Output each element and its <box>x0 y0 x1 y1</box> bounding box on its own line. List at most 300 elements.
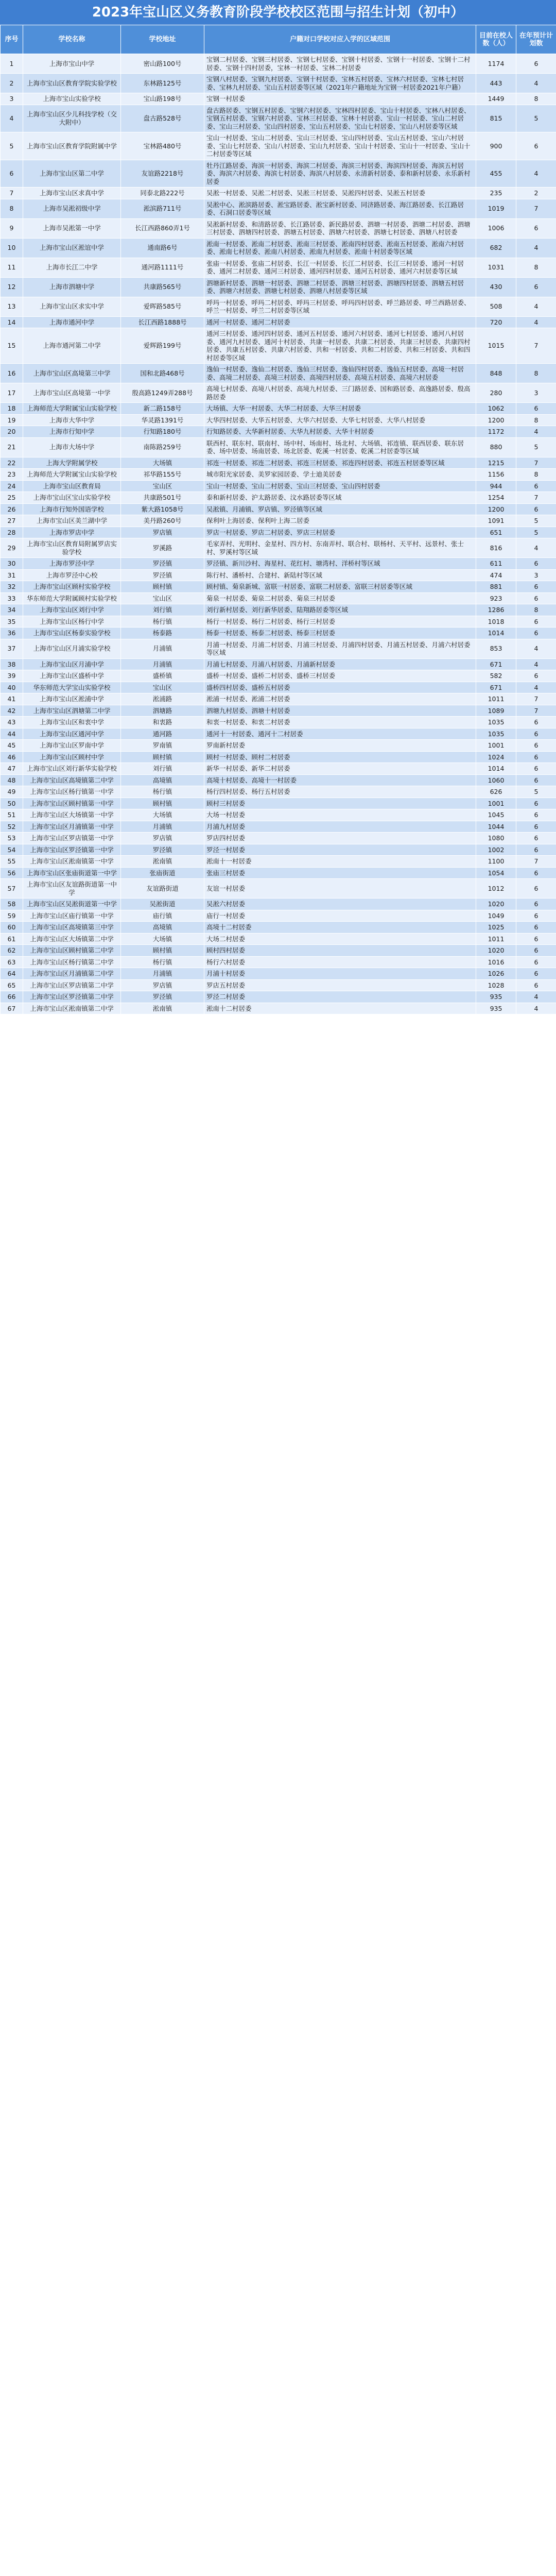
enrollment-scope: 呼玛一村居委、呼玛二村居委、呼玛三村居委、呼玛四村居委、呼兰路居委、呼兰西路居委、呼兰一村居委、呼兰二村居委等区域 <box>204 297 476 316</box>
school-address: 宝山区 <box>121 592 204 604</box>
school-name: 上海市宝山区教育局附属罗店实验学校 <box>23 538 121 558</box>
row-seq: 66 <box>1 991 23 1003</box>
table-row <box>1 844 556 856</box>
row-seq: 28 <box>1 527 23 538</box>
school-name: 华东师范大学宝山实验学校 <box>23 682 121 693</box>
table-row <box>1 717 556 728</box>
row-seq: 56 <box>1 867 23 879</box>
school-address: 高境镇 <box>121 922 204 934</box>
school-address: 月浦镇 <box>121 821 204 833</box>
table-row <box>1 670 556 682</box>
planned-classes: 4 <box>516 316 556 328</box>
school-table <box>0 25 556 1014</box>
school-name: 上海市宝山区淞浦中学 <box>23 693 121 705</box>
school-address: 淞浦路 <box>121 693 204 705</box>
table-row <box>1 728 556 740</box>
current-students: 1011 <box>476 693 516 705</box>
school-address: 罗店镇 <box>121 527 204 538</box>
school-name: 上海市宝山区月浦中学 <box>23 658 121 670</box>
table-row <box>1 527 556 538</box>
table-row <box>1 682 556 693</box>
school-address: 通河路1111号 <box>121 258 204 277</box>
current-students: 1156 <box>476 469 516 481</box>
table-row <box>1 105 556 132</box>
row-seq: 51 <box>1 809 23 821</box>
school-address: 罗泾镇 <box>121 558 204 570</box>
school-name: 上海市宝山区大场镇第二中学 <box>23 933 121 945</box>
current-students: 508 <box>476 297 516 316</box>
row-seq: 44 <box>1 728 23 740</box>
current-students: 1100 <box>476 856 516 868</box>
row-seq: 9 <box>1 218 23 238</box>
planned-classes: 6 <box>516 774 556 786</box>
school-name: 上海市宝山区张庙街道第一中学 <box>23 867 121 879</box>
school-address: 国和北路468号 <box>121 364 204 383</box>
school-address: 华灵路1391号 <box>121 414 204 426</box>
current-students: 1016 <box>476 956 516 968</box>
table-row <box>1 821 556 833</box>
enrollment-scope: 盘古路居委、宝钢五村居委、宝钢六村居委、宝林四村居委、宝山十村居委、宝林八村居委、宝钢五村居委、宝钢六村居委、宝林三村居委、宝林十村居委、宝山一村居委、宝山二村居委、宝山三村居委、宝山四村居委、宝山五村居委、宝山七村居委、宝山八村居委等区域 <box>204 105 476 132</box>
table-row <box>1 616 556 628</box>
table-row <box>1 558 556 570</box>
planned-classes: 6 <box>516 277 556 297</box>
row-seq: 26 <box>1 503 23 515</box>
planned-classes: 4 <box>516 991 556 1003</box>
planned-classes: 5 <box>516 527 556 538</box>
row-seq: 13 <box>1 297 23 316</box>
enrollment-scope: 杨行一村居委、杨行二村居委、杨行三村居委 <box>204 616 476 628</box>
enrollment-scope: 宝山一村居委、宝山二村居委、宝山三村居委、宝山四村居委、宝山五村居委、宝山六村居委、宝山七村居委、宝山八村居委、宝山九村居委、宝山十村居委、宝山十一村居委、宝山十二村居委等区域 <box>204 132 476 160</box>
school-name: 上海市宝山区吴淞街道第一中学 <box>23 899 121 910</box>
planned-classes: 7 <box>516 705 556 717</box>
table-row <box>1 933 556 945</box>
table-row <box>1 383 556 403</box>
current-students: 900 <box>476 132 516 160</box>
row-seq: 47 <box>1 763 23 775</box>
current-students: 1020 <box>476 899 516 910</box>
enrollment-scope: 陈行村、潘桥村、合建村、新陆村等区域 <box>204 569 476 581</box>
table-row <box>1 515 556 527</box>
planned-classes: 7 <box>516 457 556 469</box>
current-students: 235 <box>476 188 516 199</box>
school-address: 庙行镇 <box>121 910 204 922</box>
enrollment-scope: 菊泉一村居委、菊泉二村居委、菊泉三村居委 <box>204 592 476 604</box>
table-row <box>1 910 556 922</box>
header-school-name: 学校名称 <box>23 25 121 54</box>
current-students: 1001 <box>476 740 516 752</box>
planned-classes: 6 <box>516 751 556 763</box>
current-students: 944 <box>476 480 516 492</box>
school-name: 上海市宝山区罗泾镇第一中学 <box>23 844 121 856</box>
school-name: 上海市罗泾中心校 <box>23 569 121 581</box>
enrollment-scope: 罗泾二村居委 <box>204 991 476 1003</box>
planned-classes: 6 <box>516 670 556 682</box>
planned-classes: 4 <box>516 297 556 316</box>
row-seq: 43 <box>1 717 23 728</box>
planned-classes: 6 <box>516 628 556 639</box>
table-row <box>1 54 556 74</box>
current-students: 1024 <box>476 751 516 763</box>
planned-classes: 4 <box>516 538 556 558</box>
school-name: 上海市宝山区高境第一中学 <box>23 383 121 403</box>
current-students: 455 <box>476 160 516 188</box>
school-address: 张庙街道 <box>121 867 204 879</box>
table-row <box>1 899 556 910</box>
current-students: 1054 <box>476 867 516 879</box>
table-row <box>1 538 556 558</box>
school-address: 泗塘路 <box>121 705 204 717</box>
enrollment-scope: 盛桥四村居委、盛桥五村居委 <box>204 682 476 693</box>
planned-classes: 6 <box>516 844 556 856</box>
table-row <box>1 414 556 426</box>
enrollment-scope: 牡丹江路居委、海滨一村居委、海滨二村居委、海滨三村居委、海滨四村居委、海滨五村居委、海滨六村居委、海滨七村居委、海滨八村居委、永清新村居委、泰和新村居委、永乐新村居委 <box>204 160 476 188</box>
planned-classes: 7 <box>516 693 556 705</box>
school-name: 华东师范大学附属顾村实验学校 <box>23 592 121 604</box>
enrollment-scope: 泰和新村居委、沪太路居委、汶水路居委等区域 <box>204 492 476 504</box>
school-address: 顾村镇 <box>121 945 204 957</box>
planned-classes: 6 <box>516 809 556 821</box>
school-name: 上海市宝山区大场镇第一中学 <box>23 809 121 821</box>
school-address: 爱辉路199号 <box>121 328 204 364</box>
row-seq: 60 <box>1 922 23 934</box>
school-name: 上海师范大学附属宝山实验学校 <box>23 403 121 415</box>
school-address: 宝山区 <box>121 682 204 693</box>
school-address: 和衷路 <box>121 717 204 728</box>
current-students: 280 <box>476 383 516 403</box>
current-students: 815 <box>476 105 516 132</box>
table-row <box>1 751 556 763</box>
school-name: 上海大学附属学校 <box>23 457 121 469</box>
enrollment-scope: 友谊一村居委 <box>204 879 476 899</box>
table-row <box>1 258 556 277</box>
planned-classes: 7 <box>516 856 556 868</box>
table-row <box>1 856 556 868</box>
current-students: 1089 <box>476 705 516 717</box>
school-name: 上海市通河中学 <box>23 316 121 328</box>
school-address: 顾村镇 <box>121 798 204 809</box>
school-name: 上海市大华中学 <box>23 414 121 426</box>
row-seq: 38 <box>1 658 23 670</box>
row-seq: 12 <box>1 277 23 297</box>
enrollment-scope: 顾村镇、菊泉新城、富联一村居委、富联二村居委、富联三村居委等区域 <box>204 581 476 593</box>
enrollment-scope: 行知路居委、大华新村居委、大华九村居委、大华十村居委 <box>204 426 476 438</box>
enrollment-scope: 城市阳光家居委、美罗家园居委、学士迪美居委 <box>204 469 476 481</box>
school-address: 罗店镇 <box>121 979 204 991</box>
school-name: 上海市吴淞第一中学 <box>23 218 121 238</box>
current-students: 935 <box>476 991 516 1003</box>
school-address: 淞滨路711号 <box>121 199 204 218</box>
row-seq: 41 <box>1 693 23 705</box>
planned-classes: 6 <box>516 956 556 968</box>
table-row <box>1 867 556 879</box>
table-row <box>1 199 556 218</box>
school-address: 刘行镇 <box>121 604 204 616</box>
school-address: 高境镇 <box>121 774 204 786</box>
school-address: 共康路501号 <box>121 492 204 504</box>
current-students: 626 <box>476 786 516 798</box>
table-row <box>1 763 556 775</box>
enrollment-scope: 庙行一村居委 <box>204 910 476 922</box>
row-seq: 10 <box>1 238 23 258</box>
school-name: 上海市通河第二中学 <box>23 328 121 364</box>
table-row <box>1 879 556 899</box>
current-students: 1002 <box>476 844 516 856</box>
page-title: 2023年宝山区义务教育阶段学校校区范围与招生计划（初中） <box>0 0 556 25</box>
row-seq: 62 <box>1 945 23 957</box>
header-row <box>1 25 556 54</box>
table-row <box>1 592 556 604</box>
row-seq: 18 <box>1 403 23 415</box>
enrollment-scope: 高境十村居委、高境十一村居委 <box>204 774 476 786</box>
school-name: 上海市宝山区刘行新华实验学校 <box>23 763 121 775</box>
row-seq: 21 <box>1 437 23 457</box>
enrollment-scope: 泗塘九村居委、泗塘十村居委 <box>204 705 476 717</box>
enrollment-scope: 高境七村居委、高境八村居委、高境九村居委、三门路居委、国和路居委、高逸路居委、殷高路居委 <box>204 383 476 403</box>
planned-classes: 4 <box>516 1003 556 1014</box>
school-name: 上海市宝山区和衷中学 <box>23 717 121 728</box>
row-seq: 50 <box>1 798 23 809</box>
current-students: 651 <box>476 527 516 538</box>
school-name: 上海市宝山区顾村实验学校 <box>23 581 121 593</box>
table-row <box>1 740 556 752</box>
current-students: 1174 <box>476 54 516 74</box>
enrollment-scope: 和衷一村居委、和衷二村居委 <box>204 717 476 728</box>
school-address: 月浦镇 <box>121 639 204 658</box>
current-students: 881 <box>476 581 516 593</box>
table-row <box>1 457 556 469</box>
row-seq: 40 <box>1 682 23 693</box>
current-students: 1080 <box>476 833 516 844</box>
planned-classes: 6 <box>516 867 556 879</box>
school-name: 上海市宝山区淞谊中学 <box>23 238 121 258</box>
table-row <box>1 238 556 258</box>
table-row <box>1 569 556 581</box>
planned-classes: 8 <box>516 414 556 426</box>
current-students: 1012 <box>476 879 516 899</box>
row-seq: 8 <box>1 199 23 218</box>
row-seq: 23 <box>1 469 23 481</box>
school-name: 上海市宝山区教育学院实验学校 <box>23 74 121 93</box>
school-name: 上海市罗店中学 <box>23 527 121 538</box>
row-seq: 5 <box>1 132 23 160</box>
row-seq: 64 <box>1 968 23 980</box>
enrollment-scope: 月浦七村居委、月浦八村居委、月浦新村居委 <box>204 658 476 670</box>
planned-classes: 6 <box>516 480 556 492</box>
current-students: 1035 <box>476 717 516 728</box>
current-students: 816 <box>476 538 516 558</box>
school-address: 殷高路1249弄288号 <box>121 383 204 403</box>
school-name: 上海市泗塘中学 <box>23 277 121 297</box>
table-row <box>1 160 556 188</box>
school-address: 淞南镇 <box>121 856 204 868</box>
current-students: 1015 <box>476 328 516 364</box>
row-seq: 6 <box>1 160 23 188</box>
table-row <box>1 426 556 438</box>
school-name: 上海市宝山区通河中学 <box>23 728 121 740</box>
row-seq: 34 <box>1 604 23 616</box>
planned-classes: 6 <box>516 833 556 844</box>
row-seq: 37 <box>1 639 23 658</box>
school-address: 月浦镇 <box>121 968 204 980</box>
school-name: 上海市宝山区顾村镇第一中学 <box>23 798 121 809</box>
planned-classes: 8 <box>516 258 556 277</box>
school-name: 上海市宝山区罗店镇第一中学 <box>23 833 121 844</box>
table-row <box>1 316 556 328</box>
enrollment-scope: 通河一村居委、通河二村居委 <box>204 316 476 328</box>
planned-classes: 4 <box>516 426 556 438</box>
planned-classes: 6 <box>516 503 556 515</box>
row-seq: 54 <box>1 844 23 856</box>
planned-classes: 6 <box>516 899 556 910</box>
enrollment-scope: 大场一村居委 <box>204 809 476 821</box>
school-address: 行知路180号 <box>121 426 204 438</box>
table-row <box>1 786 556 798</box>
enrollment-scope: 吴淞中心、淞滨路居委、淞宝路居委、淞宝新村居委、同济路居委、海江路居委、长江路居委、石洞口居委等区域 <box>204 199 476 218</box>
header-seq: 序号 <box>1 25 23 54</box>
current-students: 671 <box>476 682 516 693</box>
table-row <box>1 188 556 199</box>
planned-classes: 6 <box>516 979 556 991</box>
table-row <box>1 1003 556 1014</box>
current-students: 1014 <box>476 763 516 775</box>
table-row <box>1 979 556 991</box>
school-name: 上海市宝山区刘行中学 <box>23 604 121 616</box>
enrollment-scope: 联西村、联东村、联南村、场中村、场南村、场北村、大场镇、祁连镇、联西居委、联东居委、场中居委、场南居委、场北居委、乾溪一村居委、乾溪二村居委等区域 <box>204 437 476 457</box>
enrollment-scope: 张庙三村居委 <box>204 867 476 879</box>
table-row <box>1 658 556 670</box>
current-students: 1044 <box>476 821 516 833</box>
school-address: 紫大路1058号 <box>121 503 204 515</box>
planned-classes: 7 <box>516 328 556 364</box>
enrollment-scope: 宝钢二村居委、宝钢三村居委、宝钢七村居委、宝钢十村居委、宝钢十一村居委、宝钢十二村居委、宝钢十四村居委，宝林一村居委、宝林二村居委 <box>204 54 476 74</box>
school-name: 上海市大场中学 <box>23 437 121 457</box>
table-row <box>1 604 556 616</box>
school-address: 宝山区 <box>121 480 204 492</box>
table-row <box>1 945 556 957</box>
header-planned-classes: 在年预计计划数 <box>516 25 556 54</box>
enrollment-scope: 淞南十一村居委 <box>204 856 476 868</box>
school-address: 月浦镇 <box>121 658 204 670</box>
current-students: 923 <box>476 592 516 604</box>
current-students: 1215 <box>476 457 516 469</box>
current-students: 1006 <box>476 218 516 238</box>
enrollment-scope: 罗泾一村居委 <box>204 844 476 856</box>
enrollment-scope: 通河三村居委、通河四村居委、通河五村居委、通河六村居委、通河七村居委、通河八村居委、通河九村居委、通河十村居委、共康一村居委、共康二村居委、共康三村居委、共康四村居委、共康五村居委、共康六村居委、共和一村居委、共和二村居委、共和三村居委、共和四村居委等区域 <box>204 328 476 364</box>
planned-classes: 4 <box>516 160 556 188</box>
school-name: 上海市宝山区高境镇第三中学 <box>23 922 121 934</box>
enrollment-scope: 逸仙一村居委、逸仙二村居委、逸仙三村居委、逸仙四村居委、逸仙五村居委、高境一村居委、高境二村居委、高境三村居委、高境四村居委、高境五村居委、高境六村居委 <box>204 364 476 383</box>
current-students: 1200 <box>476 503 516 515</box>
school-address: 通河路 <box>121 728 204 740</box>
school-name: 上海市宝山区求真中学 <box>23 188 121 199</box>
current-students: 1062 <box>476 403 516 415</box>
school-name: 上海市宝山区少儿科技学校（交大附中） <box>23 105 121 132</box>
table-row <box>1 774 556 786</box>
current-students: 1035 <box>476 728 516 740</box>
school-name: 上海市宝山区庙行镇第一中学 <box>23 910 121 922</box>
school-address: 友谊路2218号 <box>121 160 204 188</box>
table-row <box>1 277 556 297</box>
enrollment-scope: 吴淞新村居委、和清路居委、长江路居委、新民路居委、泗塘一村居委、泗塘二村居委、泗塘三村居委、泗塘四村居委、泗塘五村居委、泗塘六村居委、泗塘七村居委、泗塘八村居委 <box>204 218 476 238</box>
school-name: 上海市长江二中学 <box>23 258 121 277</box>
planned-classes: 6 <box>516 933 556 945</box>
table-row <box>1 628 556 639</box>
row-seq: 49 <box>1 786 23 798</box>
table-row <box>1 991 556 1003</box>
school-name: 上海市宝山区高境镇第二中学 <box>23 774 121 786</box>
planned-classes: 6 <box>516 879 556 899</box>
school-address: 吴淞街道 <box>121 899 204 910</box>
table-row <box>1 218 556 238</box>
current-students: 682 <box>476 238 516 258</box>
enrollment-scope: 罗店五村居委 <box>204 979 476 991</box>
school-name: 上海市宝山区美兰湖中学 <box>23 515 121 527</box>
school-address: 罗泾镇 <box>121 844 204 856</box>
planned-classes: 6 <box>516 968 556 980</box>
enrollment-scope: 顾村一村居委、顾村二村居委 <box>204 751 476 763</box>
enrollment-scope: 新华一村居委、新华二村居委 <box>204 763 476 775</box>
planned-classes: 6 <box>516 132 556 160</box>
enrollment-scope: 杨行六村居委 <box>204 956 476 968</box>
row-seq: 39 <box>1 670 23 682</box>
school-address: 通南路6号 <box>121 238 204 258</box>
enrollment-scope: 高境十二村居委 <box>204 922 476 934</box>
school-name: 上海市宝山实验学校 <box>23 93 121 105</box>
enrollment-scope: 大华四村居委、大华五村居委、大华六村居委、大华七村居委、大华八村居委 <box>204 414 476 426</box>
school-address: 密山路100号 <box>121 54 204 74</box>
row-seq: 61 <box>1 933 23 945</box>
school-name: 上海市行知中学 <box>23 426 121 438</box>
school-address: 盛桥镇 <box>121 670 204 682</box>
row-seq: 25 <box>1 492 23 504</box>
planned-classes: 6 <box>516 798 556 809</box>
planned-classes: 6 <box>516 616 556 628</box>
school-address: 顾村镇 <box>121 751 204 763</box>
school-name: 上海市宝山区顾村中学 <box>23 751 121 763</box>
planned-classes: 8 <box>516 93 556 105</box>
enrollment-scope: 保利叶上海居委、保利叶上海二居委 <box>204 515 476 527</box>
planned-classes: 4 <box>516 639 556 658</box>
table-row <box>1 469 556 481</box>
school-name: 上海市宝山区月浦实验学校 <box>23 639 121 658</box>
school-name: 上海市行知外国语学校 <box>23 503 121 515</box>
school-name: 上海市宝山区教育局 <box>23 480 121 492</box>
planned-classes: 3 <box>516 569 556 581</box>
row-seq: 15 <box>1 328 23 364</box>
row-seq: 35 <box>1 616 23 628</box>
school-name: 上海师范大学附属宝山实验学校 <box>23 469 121 481</box>
planned-classes: 4 <box>516 74 556 93</box>
row-seq: 33 <box>1 592 23 604</box>
row-seq: 16 <box>1 364 23 383</box>
header-school-address: 学校地址 <box>121 25 204 54</box>
school-name: 上海市宝山区罗南中学 <box>23 740 121 752</box>
current-students: 1025 <box>476 922 516 934</box>
enrollment-scope: 杨泰一村居委、杨泰二村居委、杨泰三村居委 <box>204 628 476 639</box>
school-address: 宝山路198号 <box>121 93 204 105</box>
enrollment-scope: 宝钢八村居委、宝钢九村居委、宝钢十村居委、宝林五村居委、宝林六村居委、宝林七村居委、宝林九村居委、宝山五村居委等区域（2021年户籍地址为宝钢一村居委2021年户籍） <box>204 74 476 93</box>
current-students: 1172 <box>476 426 516 438</box>
enrollment-scope: 罗店四村居委 <box>204 833 476 844</box>
enrollment-scope: 淞南一村居委、淞南二村居委、淞南三村居委、淞南四村居委、淞南五村居委、淞南六村居委、淞南七村居委、淞南八村居委、淞南九村居委、淞南十村居委等区域 <box>204 238 476 258</box>
enrollment-scope: 吴淞镇、月浦镇、罗店镇、罗泾镇等区域 <box>204 503 476 515</box>
current-students: 1200 <box>476 414 516 426</box>
table-row <box>1 956 556 968</box>
current-students: 671 <box>476 658 516 670</box>
school-name: 上海市罗泾中学 <box>23 558 121 570</box>
enrollment-scope: 盛桥一村居委、盛桥二村居委、盛桥三村居委 <box>204 670 476 682</box>
row-seq: 52 <box>1 821 23 833</box>
